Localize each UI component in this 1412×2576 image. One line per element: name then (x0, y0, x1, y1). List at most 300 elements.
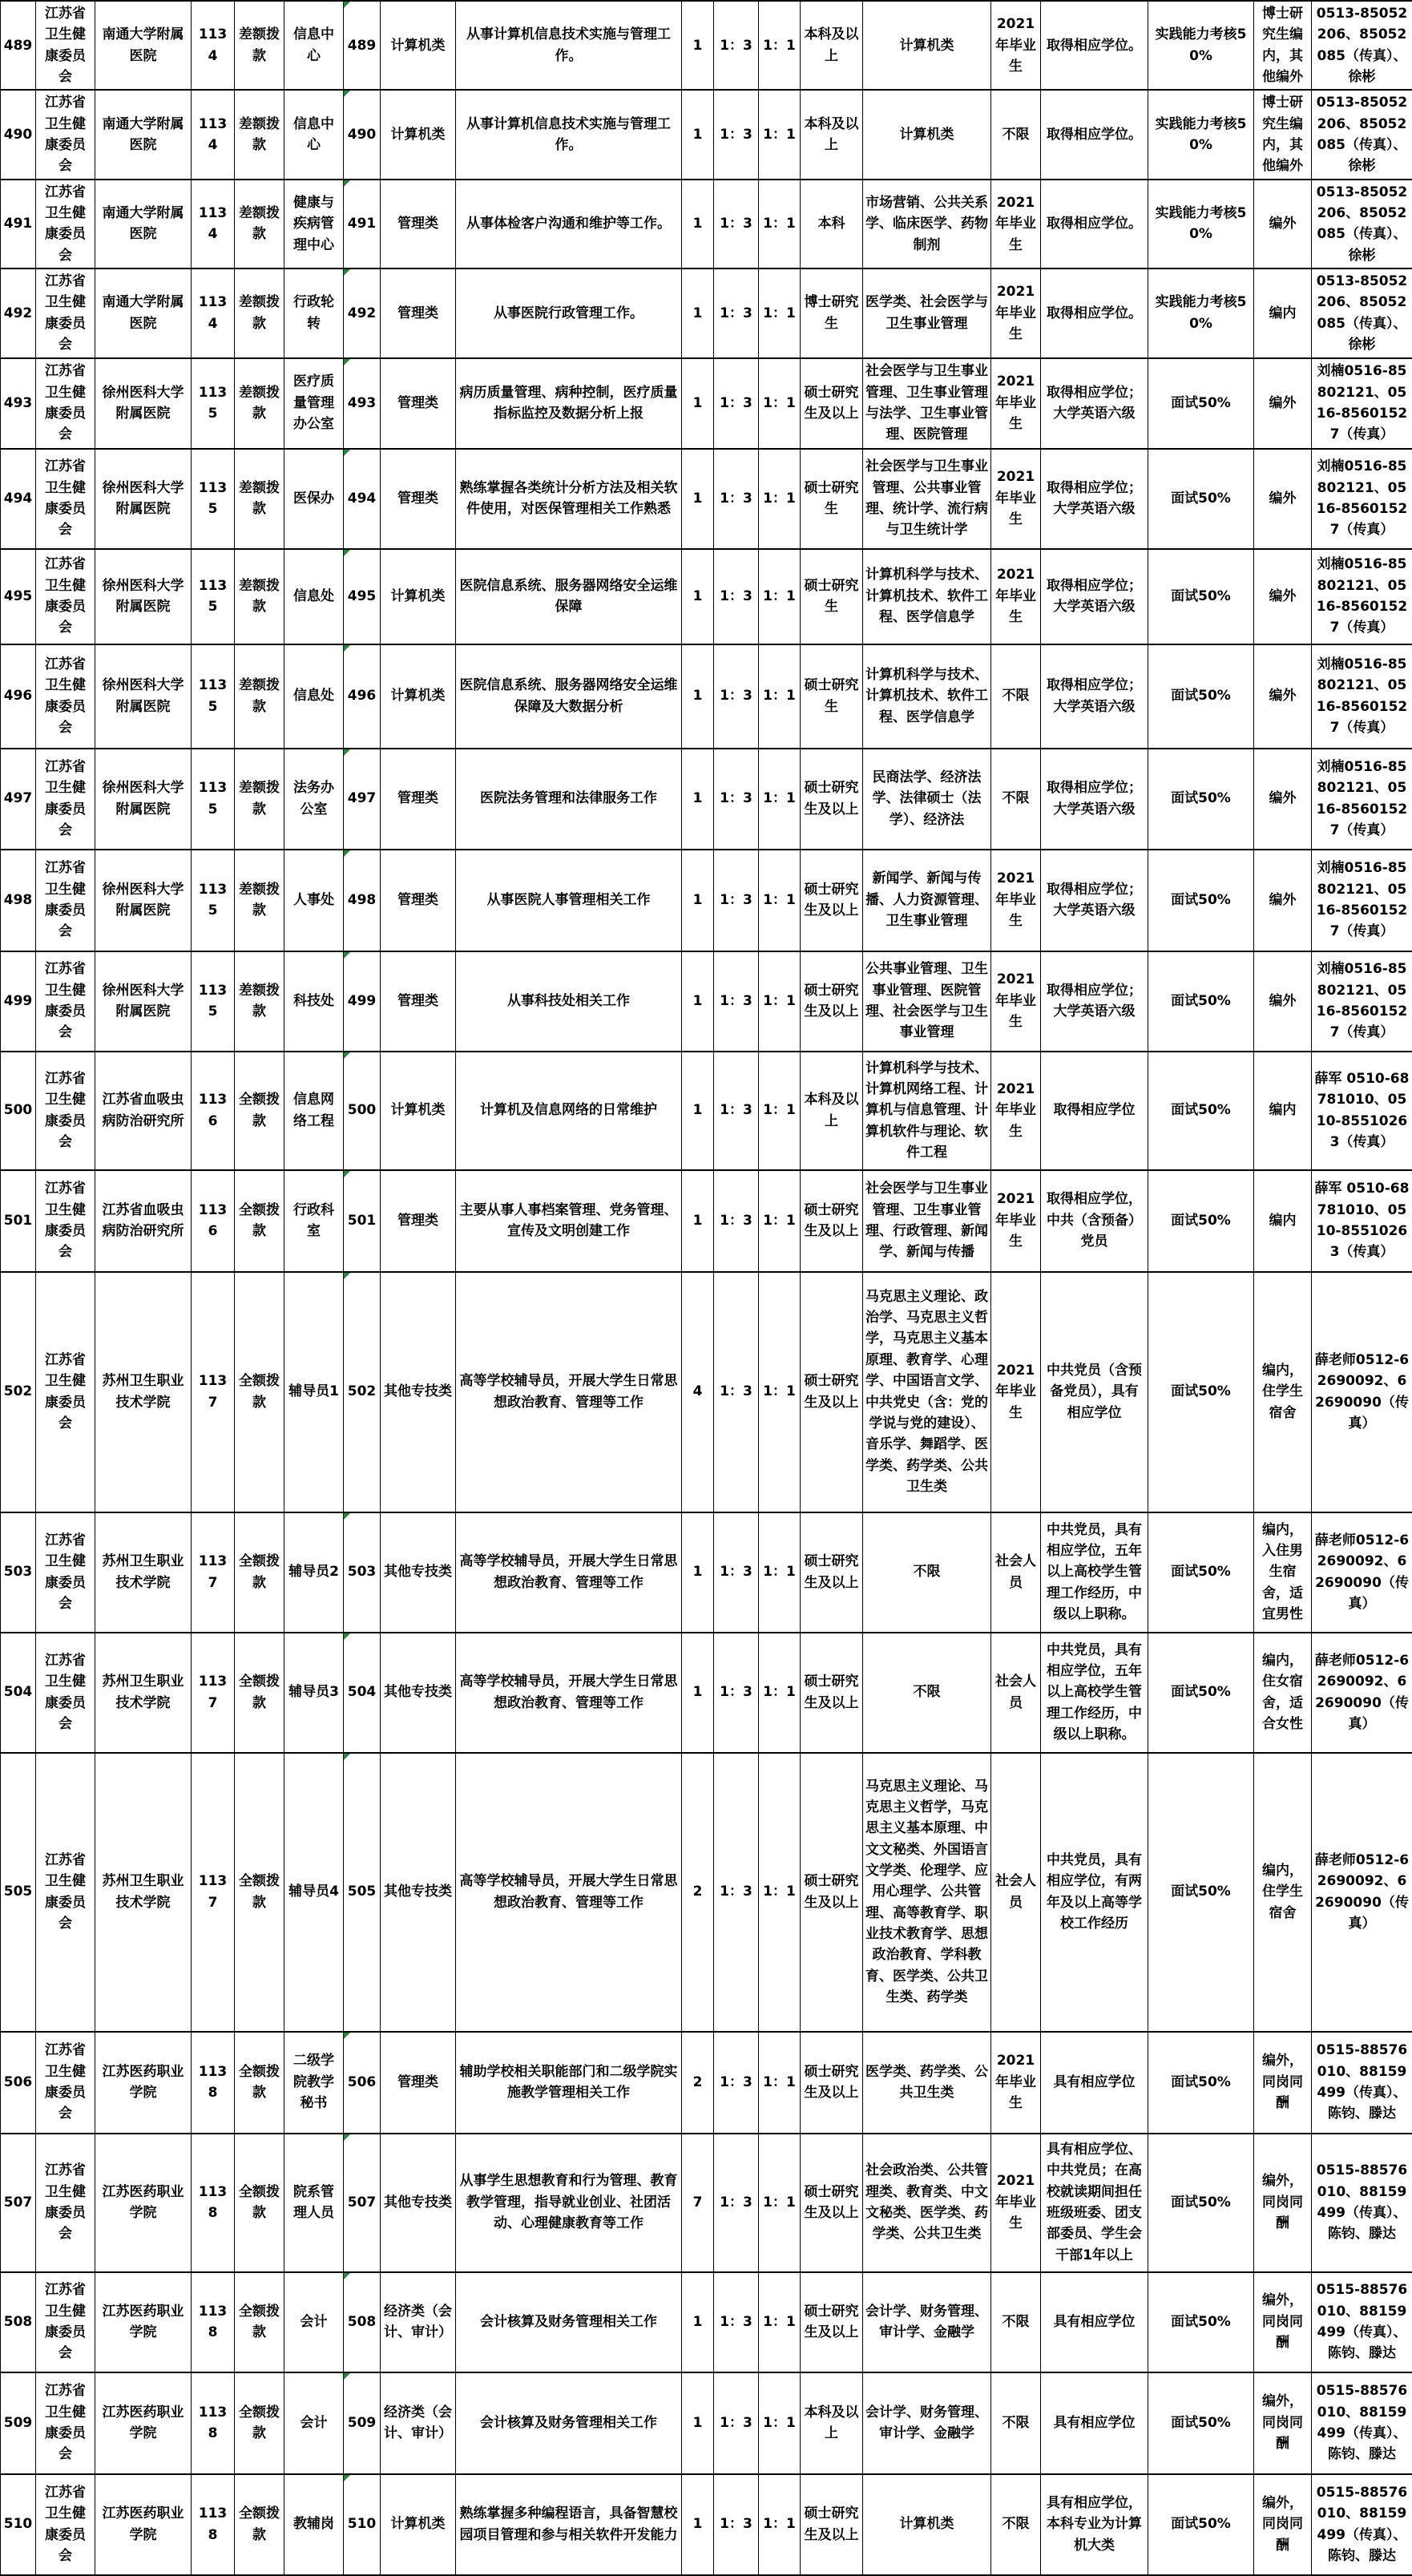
post-code-text: 508 (348, 2312, 377, 2332)
cell-post-category: 计算机类 (381, 1052, 456, 1170)
cell-major-req: 不限 (863, 1512, 991, 1633)
excel-flag-icon (344, 749, 350, 756)
cell-post-name: 法务办公室 (284, 749, 344, 850)
cell-major-req: 计算机类 (863, 90, 991, 179)
table-row (1, 1512, 1412, 1633)
cell-contact-info: 0513-85052206、85052085（传真）、徐彬 (1312, 1, 1412, 90)
cell-department: 江苏省卫生健康委员会 (36, 449, 95, 549)
cell-unit-code: 1134 (192, 180, 235, 269)
excel-flag-icon (344, 2134, 350, 2141)
cell-recruit-count: 1 (682, 2272, 714, 2372)
cell-candidate-type: 2021年毕业生 (991, 269, 1041, 357)
cell-exam-open-ratio: 1：3 (714, 1, 759, 90)
cell-hire-ratio: 1：1 (759, 180, 801, 269)
cell-education-req: 硕士研究生及以上 (801, 2032, 863, 2134)
cell-post-name: 辅导员1 (284, 1272, 344, 1512)
post-code-text: 507 (348, 2192, 377, 2213)
cell-major-req: 民商法学、经济法学、法律硕士（法学）、经济法 (863, 749, 991, 850)
cell-department: 江苏省卫生健康委员会 (36, 1052, 95, 1170)
cell-exam-open-ratio: 1：3 (714, 1633, 759, 1753)
cell-candidate-type: 社会人员 (991, 1512, 1041, 1633)
cell-post-name: 辅导员3 (284, 1633, 344, 1753)
table-row (1, 749, 1412, 850)
cell-exam-open-ratio: 1：3 (714, 2134, 759, 2272)
table-row (1, 644, 1412, 749)
cell-recruit-count: 2 (682, 1753, 714, 2032)
cell-department: 江苏省卫生健康委员会 (36, 749, 95, 850)
cell-funding-type: 差额拨款 (235, 644, 284, 749)
cell-exam-weight: 实践能力考核50% (1148, 90, 1254, 179)
cell-major-req: 新闻学、新闻与传播、人力资源管理、卫生事业管理 (863, 850, 991, 951)
cell-post-name: 医保办 (284, 449, 344, 549)
cell-other-requirements: 取得相应学位；大学英语六级 (1041, 951, 1148, 1052)
cell-funding-type: 差额拨款 (235, 90, 284, 179)
cell-recruit-count: 4 (682, 1272, 714, 1512)
cell-post-duties: 从事学生思想教育和行为管理、教育教学管理，指导就业创业、社团活动、心理健康教育等工作 (456, 2134, 682, 2272)
cell-post-duties: 从事计算机信息技术实施与管理工作。 (456, 1, 682, 90)
cell-education-req: 硕士研究生及以上 (801, 1272, 863, 1512)
excel-flag-icon (344, 91, 350, 97)
cell-recruit-count: 2 (682, 2032, 714, 2134)
cell-exam-weight: 面试50% (1148, 1753, 1254, 2032)
cell-department: 江苏省卫生健康委员会 (36, 1, 95, 90)
cell-candidate-type: 2021年毕业生 (991, 1272, 1041, 1512)
cell-serial-number: 503 (1, 1512, 36, 1633)
cell-candidate-type: 2021年毕业生 (991, 549, 1041, 644)
cell-major-req: 医学类、社会医学与卫生事业管理 (863, 269, 991, 357)
cell-education-req: 硕士研究生及以上 (801, 2272, 863, 2372)
post-code-text: 489 (348, 35, 377, 56)
cell-education-req: 硕士研究生 (801, 644, 863, 749)
cell-education-req: 硕士研究生及以上 (801, 2134, 863, 2272)
cell-unit-name: 苏州卫生职业技术学院 (95, 1512, 192, 1633)
excel-flag-icon (344, 1513, 350, 1520)
cell-candidate-type: 不限 (991, 644, 1041, 749)
cell-contact-info: 刘楠0516-85802121、0516-85601527（传真） (1312, 850, 1412, 951)
cell-serial-number: 500 (1, 1052, 36, 1170)
cell-unit-name: 徐州医科大学附属医院 (95, 850, 192, 951)
excel-flag-icon (344, 550, 350, 556)
cell-establishment: 编外，同岗同酬 (1254, 2134, 1312, 2272)
post-code-text: 503 (348, 1561, 377, 1582)
cell-exam-weight: 面试50% (1148, 1512, 1254, 1633)
cell-hire-ratio: 1：1 (759, 1753, 801, 2032)
cell-major-req: 计算机科学与技术、计算机技术、软件工程、医学信息学 (863, 644, 991, 749)
cell-recruit-count: 1 (682, 1633, 714, 1753)
cell-other-requirements: 具有相应学位、中共党员；在高校就读期间担任班级班委、团支部委员、学生会干部1年以上 (1041, 2134, 1148, 2272)
cell-serial-number: 493 (1, 358, 36, 449)
cell-other-requirements: 中共党员，具有相应学位，有两年及以上高等学校工作经历 (1041, 1753, 1148, 2032)
cell-post-name: 院系管理人员 (284, 2134, 344, 2272)
cell-education-req: 硕士研究生 (801, 449, 863, 549)
cell-post-duties: 医院信息系统、服务器网络安全运维保障及大数据分析 (456, 644, 682, 749)
cell-department: 江苏省卫生健康委员会 (36, 1272, 95, 1512)
cell-establishment: 编外 (1254, 951, 1312, 1052)
cell-exam-weight: 面试50% (1148, 2272, 1254, 2372)
cell-post-duties: 从事计算机信息技术实施与管理工作。 (456, 90, 682, 179)
cell-post-duties: 从事科技处相关工作 (456, 951, 682, 1052)
cell-establishment: 编外 (1254, 549, 1312, 644)
cell-funding-type: 全额拨款 (235, 2134, 284, 2272)
cell-serial-number: 496 (1, 644, 36, 749)
cell-exam-open-ratio: 1：3 (714, 90, 759, 179)
excel-flag-icon (344, 2273, 350, 2279)
cell-unit-code: 1137 (192, 1633, 235, 1753)
cell-post-category: 计算机类 (381, 2474, 456, 2575)
cell-hire-ratio: 1：1 (759, 850, 801, 951)
cell-department: 江苏省卫生健康委员会 (36, 1633, 95, 1753)
cell-unit-name: 江苏医药职业学院 (95, 2134, 192, 2272)
cell-unit-code: 1136 (192, 1052, 235, 1170)
cell-recruit-count: 1 (682, 449, 714, 549)
post-code-text: 500 (348, 1100, 377, 1120)
cell-post-category: 管理类 (381, 269, 456, 357)
cell-funding-type: 差额拨款 (235, 850, 284, 951)
cell-serial-number: 506 (1, 2032, 36, 2134)
cell-exam-weight: 面试50% (1148, 2372, 1254, 2474)
table-row (1, 549, 1412, 644)
post-code-text: 492 (348, 303, 377, 324)
cell-exam-open-ratio: 1：3 (714, 358, 759, 449)
cell-education-req: 本科及以上 (801, 1052, 863, 1170)
cell-establishment: 编外 (1254, 644, 1312, 749)
cell-other-requirements: 中共党员，具有相应学位，五年以上高校学生管理工作经历，中级以上职称。 (1041, 1512, 1148, 1633)
cell-recruit-count: 1 (682, 269, 714, 357)
cell-establishment: 博士研究生编内，其他编外 (1254, 1, 1312, 90)
cell-candidate-type: 2021年毕业生 (991, 850, 1041, 951)
cell-hire-ratio: 1：1 (759, 2272, 801, 2372)
cell-unit-code: 1138 (192, 2474, 235, 2575)
cell-recruit-count: 1 (682, 180, 714, 269)
cell-exam-weight: 实践能力考核50% (1148, 1, 1254, 90)
cell-major-req: 不限 (863, 1633, 991, 1753)
cell-serial-number: 497 (1, 749, 36, 850)
cell-post-code (344, 1753, 381, 2032)
cell-candidate-type: 不限 (991, 2474, 1041, 2575)
cell-unit-name: 江苏医药职业学院 (95, 2032, 192, 2134)
cell-other-requirements: 取得相应学位。 (1041, 269, 1148, 357)
cell-funding-type: 全额拨款 (235, 1633, 284, 1753)
cell-hire-ratio: 1：1 (759, 1512, 801, 1633)
cell-post-category: 计算机类 (381, 1, 456, 90)
cell-exam-weight: 面试50% (1148, 358, 1254, 449)
cell-unit-name: 徐州医科大学附属医院 (95, 951, 192, 1052)
cell-post-duties: 熟练掌握多种编程语言，具备智慧校园项目管理和参与相关软件开发能力 (456, 2474, 682, 2575)
excel-flag-icon (344, 1273, 350, 1279)
cell-other-requirements: 具有相应学位 (1041, 2032, 1148, 2134)
cell-hire-ratio: 1：1 (759, 1272, 801, 1512)
cell-unit-code: 1135 (192, 951, 235, 1052)
cell-other-requirements: 取得相应学位 (1041, 1052, 1148, 1170)
cell-establishment: 编内 (1254, 1170, 1312, 1272)
cell-post-duties: 从事医院行政管理工作。 (456, 269, 682, 357)
cell-establishment: 编外 (1254, 749, 1312, 850)
cell-department: 江苏省卫生健康委员会 (36, 644, 95, 749)
cell-other-requirements: 取得相应学位，中共（含预备）党员 (1041, 1170, 1148, 1272)
cell-recruit-count: 1 (682, 644, 714, 749)
cell-establishment: 编外 (1254, 180, 1312, 269)
cell-post-code (344, 2272, 381, 2372)
cell-post-category: 经济类（会计、审计） (381, 2372, 456, 2474)
post-code-text: 502 (348, 1381, 377, 1402)
cell-exam-open-ratio: 1：3 (714, 549, 759, 644)
cell-exam-open-ratio: 1：3 (714, 1170, 759, 1272)
cell-contact-info: 0515-88576010、88159499（传真）、陈钧、滕达 (1312, 2474, 1412, 2575)
cell-unit-code: 1134 (192, 90, 235, 179)
excel-flag-icon (344, 1052, 350, 1059)
cell-hire-ratio: 1：1 (759, 644, 801, 749)
cell-major-req: 社会医学与卫生事业管理、卫生事业管理、行政管理、新闻学、新闻与传播 (863, 1170, 991, 1272)
cell-exam-weight: 面试50% (1148, 2134, 1254, 2272)
cell-exam-weight: 面试50% (1148, 2032, 1254, 2134)
cell-department: 江苏省卫生健康委员会 (36, 1170, 95, 1272)
cell-post-duties: 辅助学校相关职能部门和二级学院实施教学管理相关工作 (456, 2032, 682, 2134)
cell-unit-code: 1137 (192, 1272, 235, 1512)
cell-education-req: 本科及以上 (801, 90, 863, 179)
cell-funding-type: 差额拨款 (235, 1, 284, 90)
cell-exam-open-ratio: 1：3 (714, 749, 759, 850)
post-code-text: 496 (348, 685, 377, 706)
cell-post-name: 健康与疾病管理中心 (284, 180, 344, 269)
table-row (1, 1753, 1412, 2032)
cell-post-code (344, 951, 381, 1052)
cell-funding-type: 差额拨款 (235, 180, 284, 269)
cell-post-duties: 从事医院人事管理相关工作 (456, 850, 682, 951)
post-code-text: 505 (348, 1881, 377, 1902)
cell-post-category: 管理类 (381, 358, 456, 449)
cell-education-req: 硕士研究生及以上 (801, 1512, 863, 1633)
cell-hire-ratio: 1：1 (759, 1, 801, 90)
cell-exam-open-ratio: 1：3 (714, 1272, 759, 1512)
excel-flag-icon (344, 2373, 350, 2380)
cell-unit-name: 南通大学附属医院 (95, 180, 192, 269)
cell-major-req: 马克思主义理论、马克思主义哲学，马克思主义基本原理、中文文秘类、外国语言文学类、伦理学、应用心理学、公共管理、高等教育学、职业技术教育学、思想政治教育、学科教育、医学类、公共卫生类、药学类 (863, 1753, 991, 2032)
cell-hire-ratio: 1：1 (759, 2134, 801, 2272)
cell-exam-weight: 面试50% (1148, 449, 1254, 549)
excel-flag-icon (344, 850, 350, 857)
cell-other-requirements: 中共党员（含预备党员），具有相应学位 (1041, 1272, 1148, 1512)
cell-education-req: 硕士研究生及以上 (801, 951, 863, 1052)
cell-contact-info: 薛老师0512-62690092、62690090（传真） (1312, 1633, 1412, 1753)
cell-post-code (344, 1, 381, 90)
cell-education-req: 博士研究生 (801, 269, 863, 357)
cell-candidate-type: 不限 (991, 2272, 1041, 2372)
cell-unit-name: 南通大学附属医院 (95, 269, 192, 357)
cell-department: 江苏省卫生健康委员会 (36, 850, 95, 951)
cell-funding-type: 全额拨款 (235, 2272, 284, 2372)
cell-education-req: 硕士研究生及以上 (801, 2474, 863, 2575)
cell-exam-weight: 面试50% (1148, 1633, 1254, 1753)
cell-unit-code: 1137 (192, 1753, 235, 2032)
cell-contact-info: 0513-85052206、85052085（传真）、徐彬 (1312, 90, 1412, 179)
cell-contact-info: 0513-85052206、85052085（传真）、徐彬 (1312, 269, 1412, 357)
cell-post-duties: 计算机及信息网络的日常维护 (456, 1052, 682, 1170)
cell-serial-number: 502 (1, 1272, 36, 1512)
cell-funding-type: 差额拨款 (235, 951, 284, 1052)
cell-post-duties: 病历质量管理、病种控制，医疗质量指标监控及数据分析上报 (456, 358, 682, 449)
cell-exam-weight: 面试50% (1148, 1170, 1254, 1272)
cell-establishment: 编外 (1254, 358, 1312, 449)
table-row (1, 1272, 1412, 1512)
cell-post-code (344, 2134, 381, 2272)
cell-unit-code: 1138 (192, 2272, 235, 2372)
cell-serial-number: 495 (1, 549, 36, 644)
cell-unit-name: 江苏医药职业学院 (95, 2474, 192, 2575)
cell-other-requirements: 取得相应学位。 (1041, 180, 1148, 269)
cell-department: 江苏省卫生健康委员会 (36, 1753, 95, 2032)
cell-post-name: 信息中心 (284, 90, 344, 179)
post-code-text: 495 (348, 586, 377, 607)
table-row (1, 2032, 1412, 2134)
cell-other-requirements: 取得相应学位；大学英语六级 (1041, 358, 1148, 449)
cell-post-category: 其他专技类 (381, 2134, 456, 2272)
table-row (1, 269, 1412, 357)
post-code-text: 498 (348, 890, 377, 910)
cell-contact-info: 0515-88576010、88159499（传真）、陈钧、滕达 (1312, 2372, 1412, 2474)
cell-major-req: 公共事业管理、卫生事业管理、医院管理、社会医学与卫生事业管理 (863, 951, 991, 1052)
cell-serial-number: 505 (1, 1753, 36, 2032)
cell-post-name: 辅导员4 (284, 1753, 344, 2032)
cell-education-req: 硕士研究生及以上 (801, 1170, 863, 1272)
post-code-text: 499 (348, 991, 377, 1011)
cell-post-category: 经济类（会计、审计） (381, 2272, 456, 2372)
post-code-text: 504 (348, 1682, 377, 1702)
post-code-text: 491 (348, 213, 377, 234)
table-row (1, 2134, 1412, 2272)
cell-post-code (344, 644, 381, 749)
cell-serial-number: 507 (1, 2134, 36, 2272)
post-code-text: 493 (348, 393, 377, 414)
cell-serial-number: 504 (1, 1633, 36, 1753)
cell-hire-ratio: 1：1 (759, 951, 801, 1052)
cell-other-requirements: 取得相应学位；大学英语六级 (1041, 549, 1148, 644)
cell-exam-weight: 实践能力考核50% (1148, 180, 1254, 269)
cell-hire-ratio: 1：1 (759, 749, 801, 850)
cell-candidate-type: 2021年毕业生 (991, 1, 1041, 90)
post-code-text: 497 (348, 788, 377, 809)
cell-post-category: 管理类 (381, 850, 456, 951)
cell-post-category: 其他专技类 (381, 1633, 456, 1753)
cell-post-duties: 高等学校辅导员，开展大学生日常思想政治教育、管理等工作 (456, 1512, 682, 1633)
cell-post-duties: 高等学校辅导员，开展大学生日常思想政治教育、管理等工作 (456, 1753, 682, 2032)
cell-education-req: 硕士研究生及以上 (801, 850, 863, 951)
cell-recruit-count: 7 (682, 2134, 714, 2272)
cell-department: 江苏省卫生健康委员会 (36, 2372, 95, 2474)
post-code-text: 509 (348, 2412, 377, 2433)
cell-post-code (344, 1512, 381, 1633)
cell-candidate-type: 社会人员 (991, 1633, 1041, 1753)
cell-unit-code: 1135 (192, 644, 235, 749)
cell-establishment: 编外 (1254, 449, 1312, 549)
cell-education-req: 硕士研究生及以上 (801, 749, 863, 850)
post-code-text: 494 (348, 488, 377, 509)
cell-funding-type: 全额拨款 (235, 2372, 284, 2474)
cell-exam-open-ratio: 1：3 (714, 1512, 759, 1633)
cell-post-name: 教辅岗 (284, 2474, 344, 2575)
excel-flag-icon (344, 1171, 350, 1177)
cell-unit-name: 徐州医科大学附属医院 (95, 644, 192, 749)
cell-post-code (344, 1633, 381, 1753)
cell-contact-info: 刘楠0516-85802121、0516-85601527（传真） (1312, 358, 1412, 449)
post-code-text: 506 (348, 2072, 377, 2093)
cell-post-category: 管理类 (381, 951, 456, 1052)
cell-establishment: 编内，住学生宿舍 (1254, 1272, 1312, 1512)
cell-establishment: 编外 (1254, 850, 1312, 951)
cell-hire-ratio: 1：1 (759, 1170, 801, 1272)
cell-establishment: 编外，同岗同酬 (1254, 2272, 1312, 2372)
excel-flag-icon (344, 2475, 350, 2481)
cell-post-category: 计算机类 (381, 90, 456, 179)
cell-serial-number: 492 (1, 269, 36, 357)
excel-flag-icon (344, 450, 350, 456)
cell-major-req: 社会医学与卫生事业管理、公共事业管理、统计学、流行病与卫生统计学 (863, 449, 991, 549)
table-row (1, 1170, 1412, 1272)
cell-establishment: 编内，住女宿舍，适合女性 (1254, 1633, 1312, 1753)
cell-contact-info: 薛军 0510-68781010、0510-85510263（传真） (1312, 1052, 1412, 1170)
cell-exam-weight: 面试50% (1148, 1272, 1254, 1512)
cell-post-name: 行政轮转 (284, 269, 344, 357)
cell-establishment: 编内 (1254, 1052, 1312, 1170)
cell-post-duties: 熟练掌握各类统计分析方法及相关软件使用，对医保管理相关工作熟悉 (456, 449, 682, 549)
cell-serial-number: 501 (1, 1170, 36, 1272)
post-code-text: 510 (348, 2513, 377, 2534)
cell-establishment: 编内，住学生宿舍 (1254, 1753, 1312, 2032)
cell-post-name: 行政科室 (284, 1170, 344, 1272)
cell-post-duties: 会计核算及财务管理相关工作 (456, 2272, 682, 2372)
cell-funding-type: 全额拨款 (235, 2032, 284, 2134)
cell-funding-type: 全额拨款 (235, 1512, 284, 1633)
cell-unit-code: 1135 (192, 358, 235, 449)
cell-post-name: 信息处 (284, 644, 344, 749)
cell-unit-code: 1136 (192, 1170, 235, 1272)
cell-post-name: 二级学院教学秘书 (284, 2032, 344, 2134)
excel-flag-icon (344, 180, 350, 187)
cell-serial-number: 509 (1, 2372, 36, 2474)
cell-funding-type: 全额拨款 (235, 1170, 284, 1272)
cell-funding-type: 全额拨款 (235, 1272, 284, 1512)
cell-candidate-type: 2021年毕业生 (991, 358, 1041, 449)
post-code-text: 501 (348, 1210, 377, 1231)
cell-post-name: 会计 (284, 2372, 344, 2474)
cell-unit-name: 南通大学附属医院 (95, 90, 192, 179)
cell-post-category: 管理类 (381, 749, 456, 850)
cell-hire-ratio: 1：1 (759, 2474, 801, 2575)
cell-serial-number: 490 (1, 90, 36, 179)
table-row (1, 1633, 1412, 1753)
cell-candidate-type: 不限 (991, 90, 1041, 179)
cell-hire-ratio: 1：1 (759, 358, 801, 449)
cell-exam-weight: 面试50% (1148, 1052, 1254, 1170)
cell-exam-open-ratio: 1：3 (714, 644, 759, 749)
cell-hire-ratio: 1：1 (759, 2032, 801, 2134)
cell-exam-open-ratio: 1：3 (714, 850, 759, 951)
cell-recruit-count: 1 (682, 850, 714, 951)
cell-exam-weight: 实践能力考核50% (1148, 269, 1254, 357)
cell-funding-type: 差额拨款 (235, 549, 284, 644)
cell-post-duties: 高等学校辅导员，开展大学生日常思想政治教育、管理等工作 (456, 1272, 682, 1512)
cell-candidate-type: 2021年毕业生 (991, 2134, 1041, 2272)
cell-unit-code: 1135 (192, 749, 235, 850)
cell-unit-name: 江苏省血吸虫病防治研究所 (95, 1052, 192, 1170)
cell-contact-info: 0515-88576010、88159499（传真）、陈钧、滕达 (1312, 2032, 1412, 2134)
cell-department: 江苏省卫生健康委员会 (36, 2474, 95, 2575)
cell-post-code (344, 449, 381, 549)
cell-other-requirements: 中共党员，具有相应学位，五年以上高校学生管理工作经历，中级以上职称。 (1041, 1633, 1148, 1753)
cell-department: 江苏省卫生健康委员会 (36, 1512, 95, 1633)
cell-contact-info: 刘楠0516-85802121、0516-85601527（传真） (1312, 549, 1412, 644)
cell-other-requirements: 具有相应学位，本科专业为计算机大类 (1041, 2474, 1148, 2575)
cell-candidate-type: 社会人员 (991, 1753, 1041, 2032)
